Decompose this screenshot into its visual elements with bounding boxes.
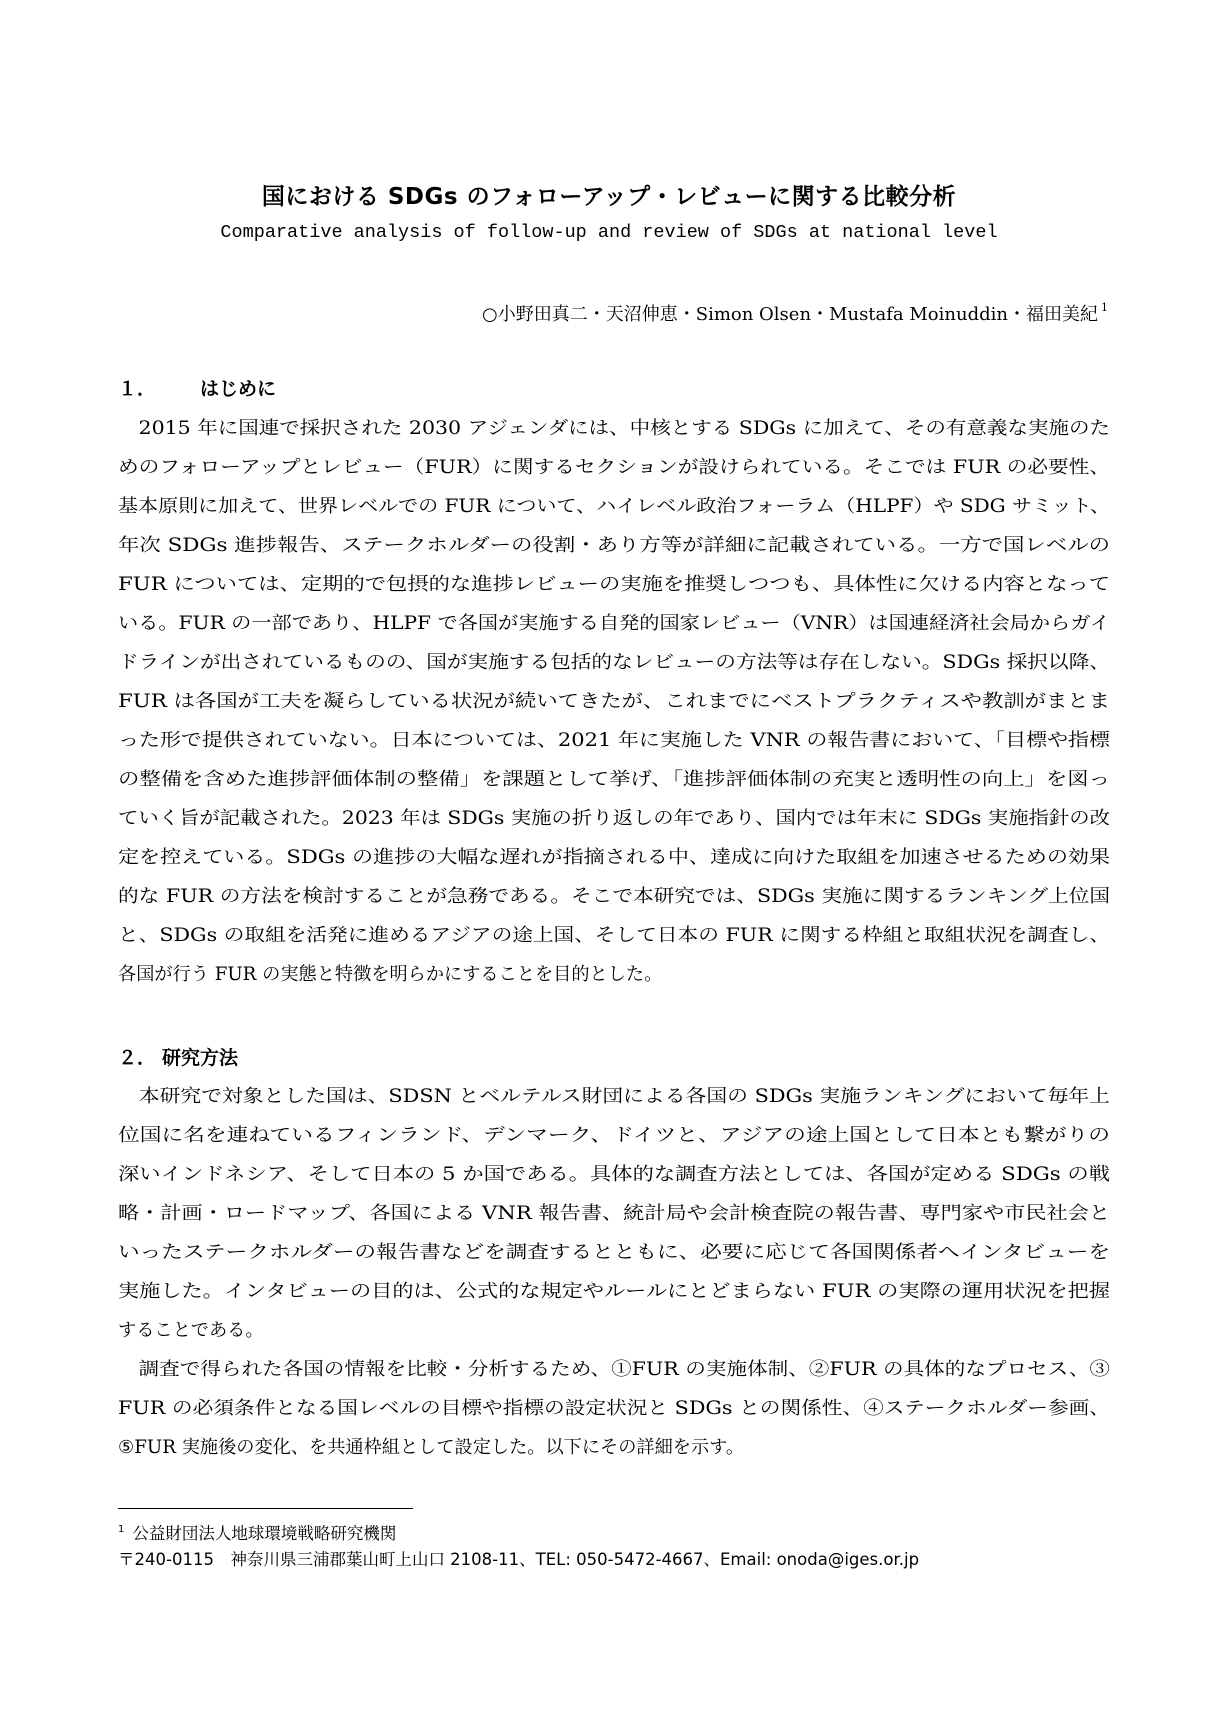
- paragraph-line: することである。: [118, 1320, 264, 1341]
- paragraph-line: FUR の必須条件となる国レベルの目標や指標の設定状況と SDGs との関係性、④ステークホルダー参画、: [118, 1398, 1110, 1419]
- paper-subtitle: Comparative analysis of follow-up and review of SDGs at national level: [220, 222, 998, 243]
- author-footnote-marker: 1: [1101, 301, 1108, 314]
- footnote-contact: 〒240-0115 神奈川県三浦郡葉山町上山口 2108-11、TEL: 050-5472-4667、Email: onoda@iges.or.jp: [118, 1550, 920, 1569]
- paper-title: 国における SDGs のフォローアップ・レビューに関する比較分析: [261, 184, 957, 210]
- paragraph-line: FUR は各国が工夫を凝らしている状況が続いてきたが、これまでにベストプラクティスや教訓がまとま: [118, 691, 1110, 712]
- section-2-body: [118, 1077, 1110, 1467]
- paragraph-line: と、SDGs の取組を活発に進めるアジアの途上国、そして日本の FUR に関する枠組と取組状況を調査し、: [118, 925, 1110, 946]
- paragraph-line: 2015 年に国連で採択された 2030 アジェンダには、中核とする SDGs に加えて、その有意義な実施のた: [118, 418, 1110, 439]
- paragraph-line: ていく旨が記載された。2023 年は SDGs 実施の折り返しの年であり、国内では年末に SDGs 実施指針の改: [118, 808, 1110, 829]
- paragraph-line: ドラインが出されているものの、国が実施する包括的なレビューの方法等は存在しない。SDGs 採択以降、: [118, 652, 1110, 673]
- paragraph-line: 深いインドネシア、そして日本の 5 か国である。具体的な調査方法としては、各国が定める SDGs の戦: [118, 1164, 1110, 1185]
- section-1-heading: [118, 374, 276, 401]
- paragraph-line: いる。FUR の一部であり、HLPF で各国が実施する自発的国家レビュー（VNR）は国連経済社会局からガイ: [118, 613, 1110, 634]
- paragraph-line: 的な FUR の方法を検討することが急務である。そこで本研究では、SDGs 実施に関するランキング上位国: [118, 886, 1110, 907]
- section-2-number: ２．: [118, 1047, 157, 1069]
- footnote-marker: 1: [118, 1524, 125, 1535]
- paragraph-line: 各国が行う FUR の実態と特徴を明らかにすることを目的とした。: [118, 964, 663, 985]
- paragraph-line: いったステークホルダーの報告書などを調査するとともに、必要に応じて各国関係者へインタビューを: [118, 1242, 1110, 1263]
- paragraph-line: 位国に名を連ねているフィンランド、デンマーク、ドイツと、アジアの途上国として日本とも繋がりの: [118, 1125, 1110, 1146]
- paragraph-line: FUR については、定期的で包摂的な進捗レビューの実施を推奨しつつも、具体性に欠ける内容となって: [118, 574, 1110, 595]
- section-2-heading: [118, 1043, 238, 1070]
- footnote-affiliation-text: 公益財団法人地球環境戦略研究機関: [132, 1524, 397, 1543]
- paragraph-line: った形で提供されていない。日本については、2021 年に実施した VNR の報告書において、「目標や指標: [118, 730, 1110, 751]
- paragraph-line: 調査で得られた各国の情報を比較・分析するため、①FUR の実施体制、②FUR の具体的なプロセス、③: [118, 1359, 1110, 1380]
- paragraph-line: 基本原則に加えて、世界レベルでの FUR について、ハイレベル政治フォーラム（HLPF）や SDG サミット、: [118, 496, 1110, 517]
- authors-text: ○小野田真二・天沼伸恵・Simon Olsen・Mustafa Moinuddin・福田美紀: [482, 304, 1098, 325]
- paragraph-line: 年次 SDGs 進捗報告、ステークホルダーの役割・あり方等が詳細に記載されている。一方で国レベルの: [118, 535, 1110, 556]
- paragraph-line: 定を控えている。SDGs の進捗の大幅な遅れが指摘される中、達成に向けた取組を加速させるための効果: [118, 847, 1110, 868]
- section-1-number: １．: [118, 378, 157, 400]
- paragraph-line: ⑤FUR 実施後の変化、を共通枠組として設定した。以下にその詳細を示す。: [118, 1437, 745, 1458]
- author-list: [482, 300, 1108, 326]
- footnote-divider: [118, 1508, 413, 1509]
- footnote-affiliation: [118, 1520, 396, 1544]
- paragraph-line: めのフォローアップとレビュー（FUR）に関するセクションが設けられている。そこでは FUR の必要性、: [118, 457, 1110, 478]
- section-2-title: 研究方法: [162, 1047, 239, 1069]
- section-1-body: [118, 409, 1110, 994]
- paragraph-line: の整備を含めた進捗評価体制の整備」を課題として挙げ、「進捗評価体制の充実と透明性の向上」を図っ: [118, 769, 1110, 790]
- paragraph-line: 略・計画・ロードマップ、各国による VNR 報告書、統計局や会計検査院の報告書、専門家や市民社会と: [118, 1203, 1110, 1224]
- section-1-title: はじめに: [200, 378, 277, 400]
- paragraph-line: 本研究で対象とした国は、SDSN とベルテルス財団による各国の SDGs 実施ランキングにおいて毎年上: [118, 1086, 1110, 1107]
- paragraph-line: 実施した。インタビューの目的は、公式的な規定やルールにとどまらない FUR の実際の運用状況を把握: [118, 1281, 1110, 1302]
